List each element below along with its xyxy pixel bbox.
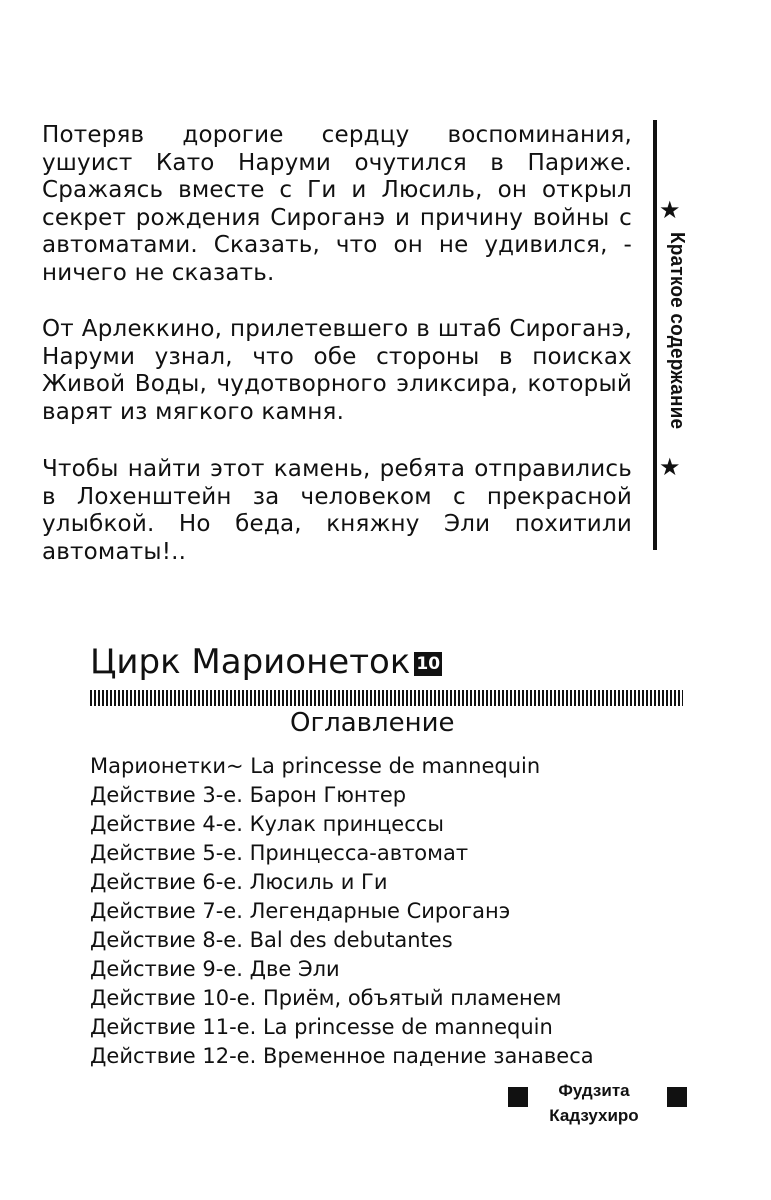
square-ornament-icon xyxy=(667,1087,687,1107)
book-title-text: Цирк Марионеток xyxy=(90,642,411,682)
toc-item: Действие 11-е. La princesse de mannequin xyxy=(90,1015,553,1039)
author-line-1: Фудзита xyxy=(558,1081,630,1100)
vertical-divider xyxy=(653,120,657,550)
toc-item: Действие 4-е. Кулак принцессы xyxy=(90,812,444,836)
toc-item: Марионетки~ La princesse de mannequin xyxy=(90,754,541,778)
author-name xyxy=(538,1078,650,1128)
toc-item: Действие 6-е. Люсиль и Ги xyxy=(90,870,388,894)
toc-heading: Оглавление xyxy=(290,708,455,738)
toc-item: Действие 9-е. Две Эли xyxy=(90,957,340,981)
toc-list xyxy=(90,752,594,1071)
side-label: Краткое содержание xyxy=(665,232,688,430)
toc-item: Действие 12-е. Временное падение занавеса xyxy=(90,1044,594,1068)
summary-paragraph-3: Чтобы найти этот камень, ребята отправились в Лохенштейн за человеком с прекрасной улыбкой. Но беда, княжну Эли похитили автоматы!.. xyxy=(42,456,632,565)
toc-item: Действие 8-е. Bal des debutantes xyxy=(90,928,453,952)
square-ornament-icon xyxy=(508,1087,528,1107)
toc-item: Действие 10-е. Приём, объятый пламенем xyxy=(90,986,562,1010)
book-title xyxy=(90,640,442,684)
star-icon: ★ xyxy=(659,196,681,224)
star-icon: ★ xyxy=(659,453,681,481)
summary-paragraph-1: Потеряв дорогие сердцу воспоминания, ушуист Като Наруми очутился в Париже. Сражаясь вместе с Ги и Люсиль, он открыл секрет рождения Сироганэ и причину войны с автоматами. Сказать, что он не удивился, - ничего не сказать. xyxy=(42,122,632,286)
summary-paragraph-2: От Арлеккино, прилетевшего в штаб Сироганэ, Наруми узнал, что обе стороны в поисках Живой Воды, чудотворного эликсира, который варят из мягкого камня. xyxy=(42,316,632,425)
toc-item: Действие 7-е. Легендарные Сироганэ xyxy=(90,899,511,923)
toc-item: Действие 5-е. Принцесса-автомат xyxy=(90,841,469,865)
volume-badge: 10 xyxy=(416,654,441,674)
author-line-2: Кадзухиро xyxy=(549,1106,639,1125)
toc-item: Действие 3-е. Барон Гюнтер xyxy=(90,783,407,807)
decorative-divider xyxy=(90,690,683,706)
